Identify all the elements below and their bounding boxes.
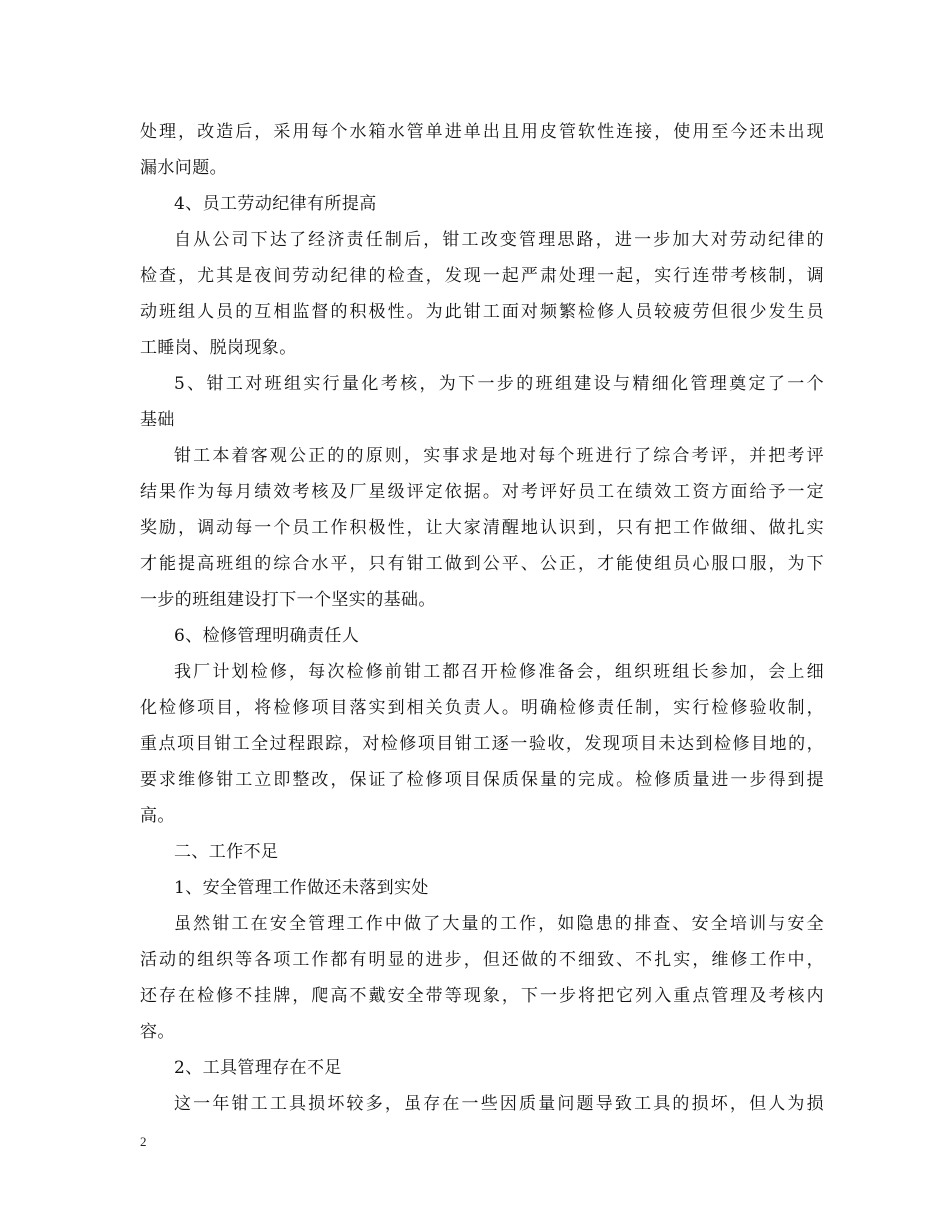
text-line: 动班组人员的互相监督的积极性。为此钳工面对频繁检修人员较疲劳但很少发生员	[140, 302, 824, 322]
text-line: 漏水问题。	[140, 158, 227, 178]
text-line: 还存在检修不挂牌，爬高不戴安全带等现象，下一步将把它列入重点管理及考核内	[140, 986, 824, 1006]
text-line: 才能提高班组的综合水平，只有钳工做到公平、公正，才能使组员心服口服，为下	[140, 554, 824, 574]
text-line: 虽然钳工在安全管理工作中做了大量的工作，如隐患的排查、安全培训与安全	[174, 914, 824, 934]
text-line: 基础	[140, 410, 175, 430]
text-line: 6、检修管理明确责任人	[174, 626, 360, 646]
document-body	[140, 114, 824, 1122]
text-line: 要求维修钳工立即整改，保证了检修项目保质保量的完成。检修质量进一步得到提	[140, 770, 824, 790]
text-line: 处理，改造后，采用每个水箱水管单进单出且用皮管软性连接，使用至今还未出现	[140, 122, 824, 142]
text-line: 我厂计划检修，每次检修前钳工都召开检修准备会，组织班组长参加，会上细	[174, 662, 824, 682]
text-line: 高。	[140, 806, 175, 826]
text-line: 工睡岗、脱岗现象。	[140, 338, 297, 358]
text-line: 活动的组织等各项工作都有明显的进步，但还做的不细致、不扎实，维修工作中，	[140, 950, 824, 970]
text-line: 4、员工劳动纪律有所提高	[174, 194, 377, 214]
text-line: 自从公司下达了经济责任制后，钳工改变管理思路，进一步加大对劳动纪律的	[174, 230, 824, 250]
text-line: 二、工作不足	[174, 842, 279, 862]
text-line: 1、安全管理工作做还未落到实处	[174, 878, 429, 898]
text-line: 结果作为每月绩效考核及厂星级评定依据。对考评好员工在绩效工资方面给予一定	[140, 482, 824, 502]
text-line: 这一年钳工工具损坏较多，虽存在一些因质量问题导致工具的损坏，但人为损	[174, 1094, 824, 1114]
text-line: 2、工具管理存在不足	[174, 1058, 342, 1078]
text-line: 一步的班组建设打下一个坚实的基础。	[140, 590, 436, 610]
text-line: 检查，尤其是夜间劳动纪律的检查，发现一起严肃处理一起，实行连带考核制，调	[140, 266, 824, 286]
text-line: 容。	[140, 1022, 175, 1042]
text-line: 钳工本着客观公正的的原则，实事求是地对每个班进行了综合考评，并把考评	[174, 446, 824, 466]
text-line: 重点项目钳工全过程跟踪，对检修项目钳工逐一验收，发现项目未达到检修目地的，	[140, 734, 824, 754]
text-line: 化检修项目，将检修项目落实到相关负责人。明确检修责任制，实行检修验收制，	[140, 698, 824, 718]
page-number: 2	[140, 1134, 147, 1149]
text-line: 5、钳工对班组实行量化考核，为下一步的班组建设与精细化管理奠定了一个	[174, 374, 824, 394]
text-line: 奖励，调动每一个员工作积极性，让大家清醒地认识到，只有把工作做细、做扎实	[140, 518, 824, 538]
